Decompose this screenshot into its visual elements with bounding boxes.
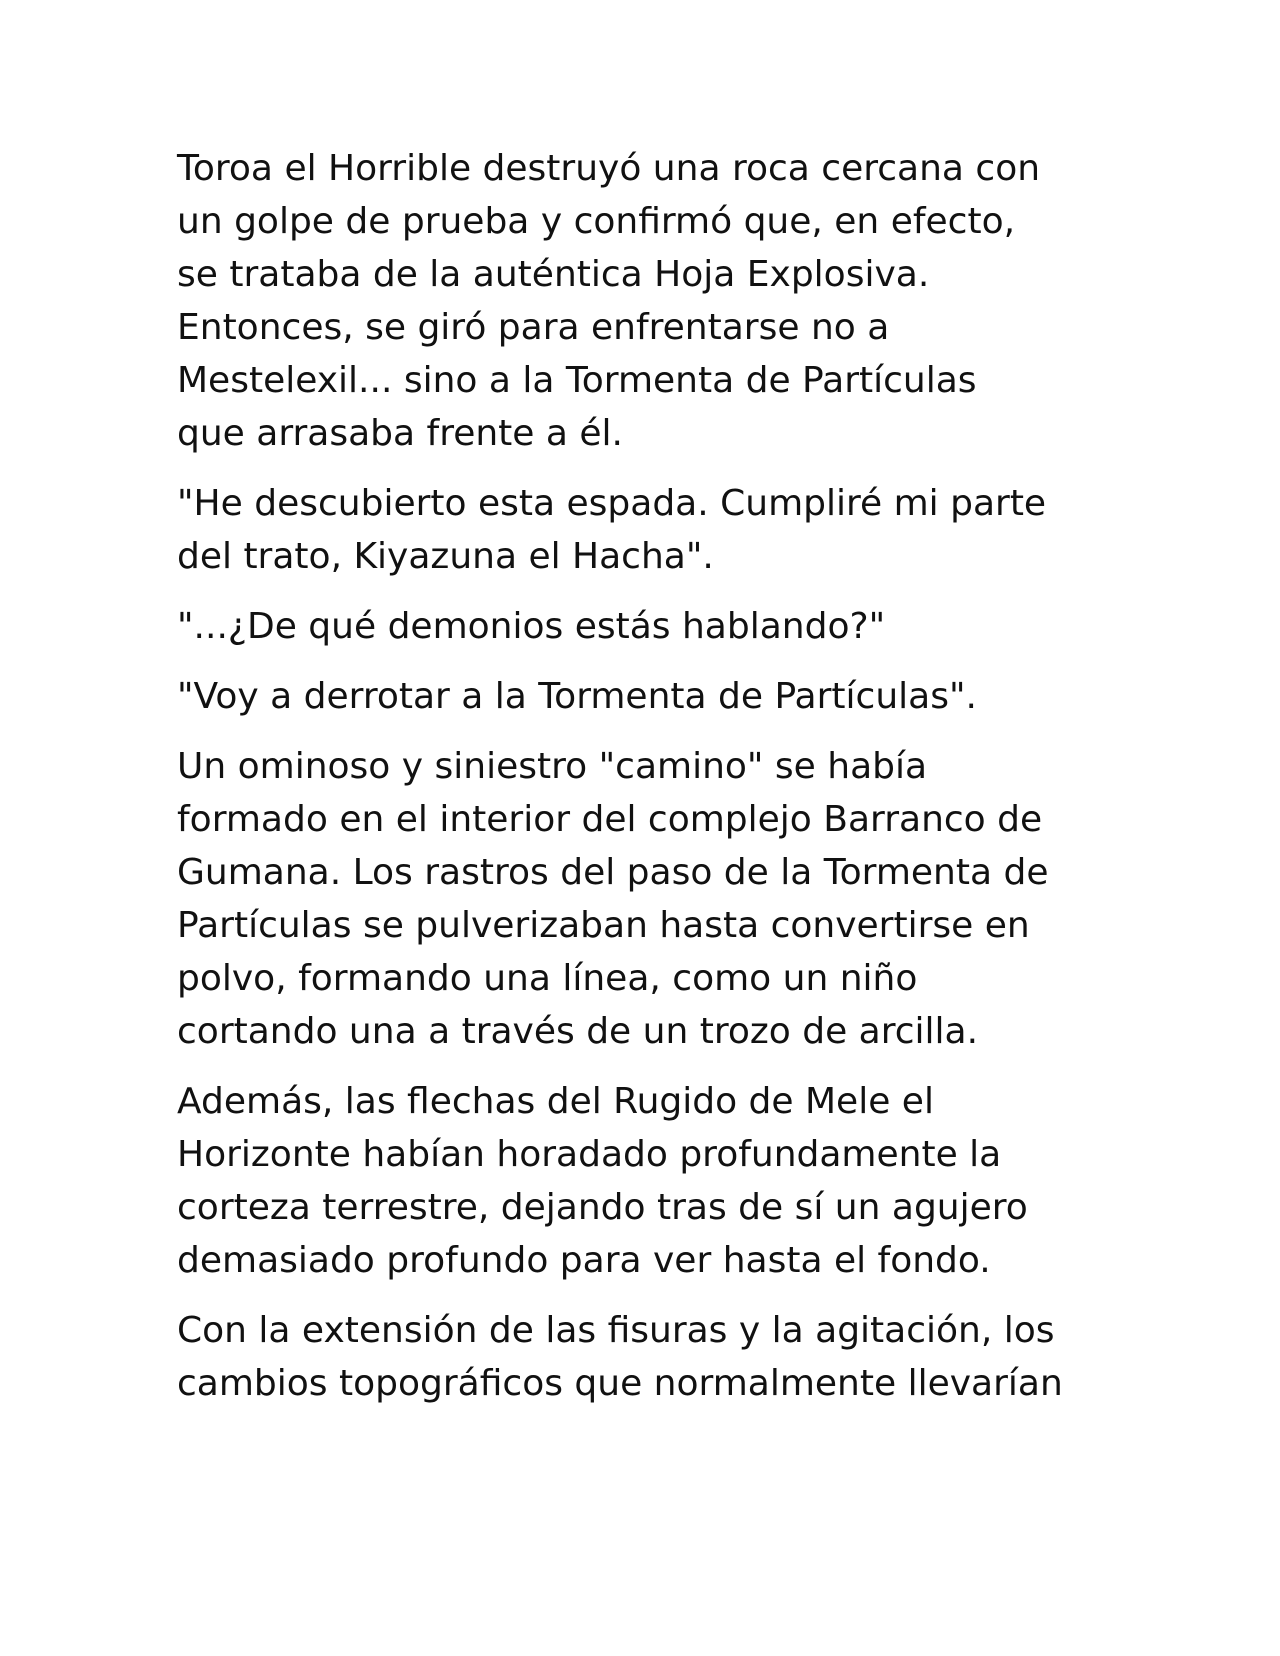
paragraph-1: Toroa el Horrible destruyó una roca cercana con un golpe de prueba y confirmó que, en efecto, se trataba de la auténtica Hoja Explosiva. Entonces, se giró para enfrentarse no a Mestelexil... sino a la Tormenta de Partículas que arrasaba frente a él. bbox=[177, 148, 1041, 454]
paragraph-2: "He descubierto esta espada. Cumpliré mi parte del trato, Kiyazuna el Hacha". bbox=[177, 483, 1047, 577]
paragraph-3: "...¿De qué demonios estás hablando?" bbox=[177, 606, 886, 647]
paragraph-5: Un ominoso y siniestro "camino" se había formado en el interior del complejo Barranco de Gumana. Los rastros del paso de la Tormenta de Partículas se pulverizaban hasta convertirse en polvo, formando una línea, como un niño cortando una a través de un trozo de arcilla. bbox=[177, 746, 1049, 1052]
document-body bbox=[177, 142, 1117, 1427]
paragraph-6: Además, las flechas del Rugido de Mele el Horizonte habían horadado profundamente la corteza terrestre, dejando tras de sí un agujero demasiado profundo para ver hasta el fondo. bbox=[177, 1081, 1028, 1281]
paragraph-4: "Voy a derrotar a la Tormenta de Partículas". bbox=[177, 676, 977, 717]
paragraph-7: Con la extensión de las fisuras y la agitación, los cambios topográficos que normalmente llevarían bbox=[177, 1310, 1063, 1404]
